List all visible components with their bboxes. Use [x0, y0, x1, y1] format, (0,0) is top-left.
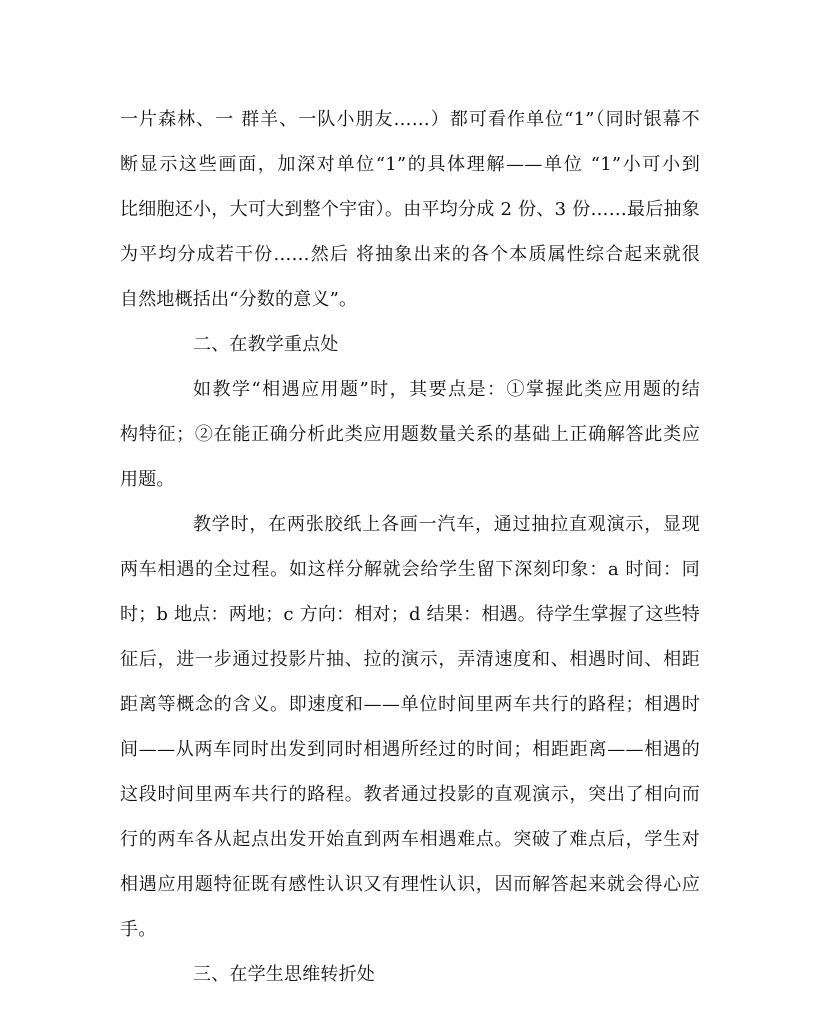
- paragraph-1-line-5: 自然地概括出“分数的意义”。: [120, 289, 358, 310]
- section-heading-2: 二、在教学重点处: [193, 334, 339, 355]
- paragraph-3-line-2: 两车相遇的全过程。如这样分解就会给学生留下深刻印象：a 时间：同: [120, 559, 700, 580]
- paragraph-1-line-1: 一片森林、一 群羊、一队小朋友……）都可看作单位“1”（同时银幕不: [120, 109, 700, 130]
- paragraph-3-line-8: 行的两车各从起点出发开始直到两车相遇难点。突破了难点后，学生对: [120, 829, 700, 850]
- paragraph-1-line-4: 为平均分成若干份……然后 将抽象出来的各个本质属性综合起来就很: [120, 244, 700, 265]
- paragraph-3-line-5: 距离等概念的含义。即速度和——单位时间里两车共行的路程；相遇时: [120, 694, 700, 715]
- paragraph-3-line-7: 这段时间里两车共行的路程。教者通过投影的直观演示，突出了相向而: [120, 784, 700, 805]
- paragraph-1-line-3: 比细胞还小，大可大到整个宇宙）。由平均分成 2 份、3 份……最后抽象: [120, 199, 700, 220]
- section-heading-3: 三、在学生思维转折处: [193, 964, 375, 985]
- paragraph-3-line-1: 教学时，在两张胶纸上各画一汽车，通过抽拉直观演示，显现: [193, 514, 700, 535]
- paragraph-2-line-2: 构特征；②在能正确分析此类应用题数量关系的基础上正确解答此类应: [120, 424, 700, 445]
- paragraph-2-line-3: 用题。: [120, 469, 175, 490]
- paragraph-3-line-10: 手。: [120, 919, 157, 940]
- paragraph-3-line-3: 时；b 地点：两地；c 方向：相对；d 结果：相遇。待学生掌握了这些特: [120, 604, 700, 625]
- paragraph-3-line-4: 征后，进一步通过投影片抽、拉的演示，弄清速度和、相遇时间、相距: [120, 649, 700, 670]
- paragraph-3-line-6: 间——从两车同时出发到同时相遇所经过的时间；相距距离——相遇的: [120, 739, 700, 760]
- paragraph-1-line-2: 断显示这些画面，加深对单位“1”的具体理解——单位 “1”小可小到: [120, 154, 700, 175]
- paragraph-2-line-1: 如教学“相遇应用题”时，其要点是：①掌握此类应用题的结: [193, 379, 700, 400]
- paragraph-3-line-9: 相遇应用题特征既有感性认识又有理性认识，因而解答起来就会得心应: [120, 874, 700, 895]
